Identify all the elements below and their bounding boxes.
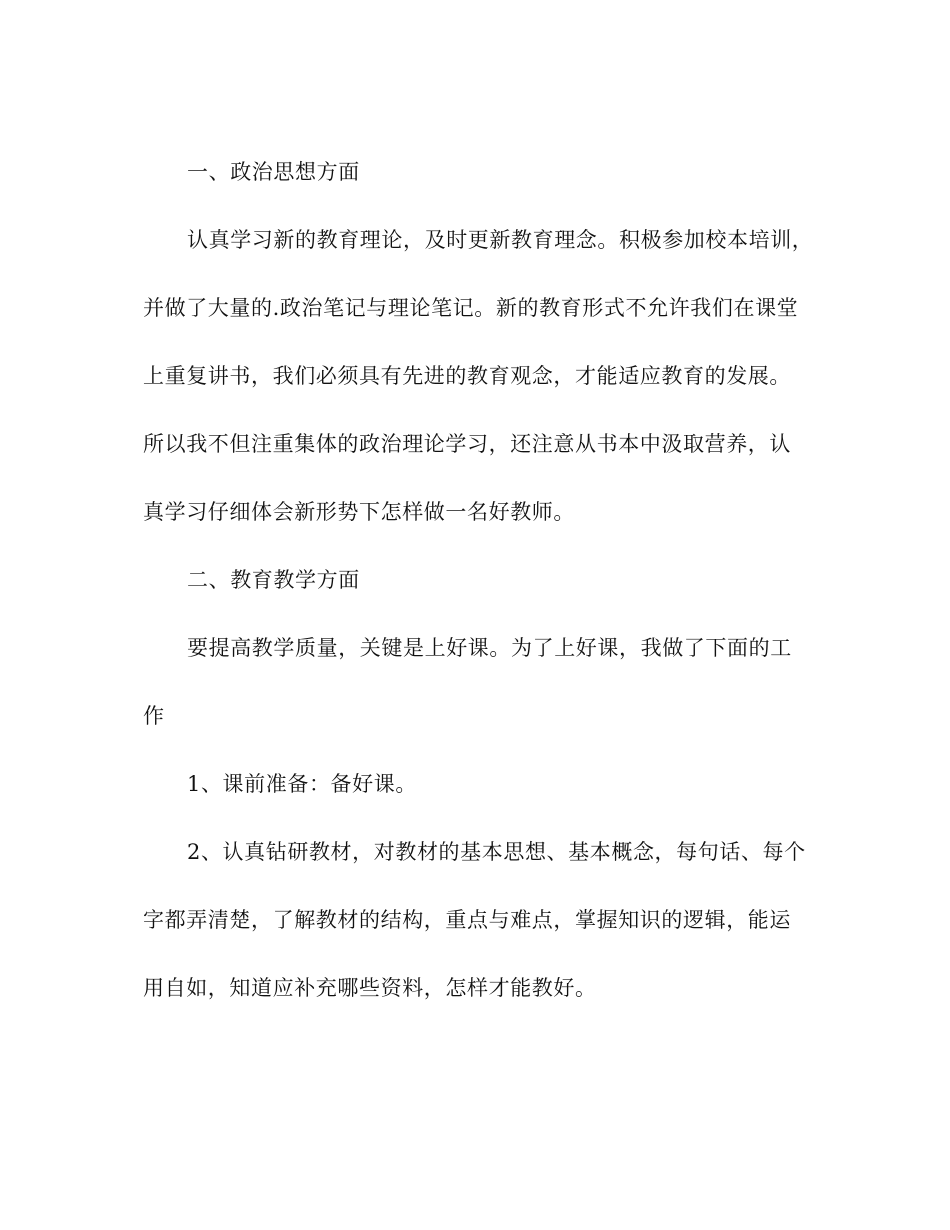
paragraph-line: 要提高教学质量，关键是上好课。为了上好课，我做了下面的工 [187,636,792,660]
section-heading-teaching: 二、教育教学方面 [187,568,360,592]
paragraph-line: 作 [143,704,165,728]
list-item-2: 2、认真钻研教材，对教材的基本思想、基本概念，每句话、每个 [187,840,806,864]
section-heading-politics: 一、政治思想方面 [187,160,360,184]
paragraph-line: 上重复讲书，我们必须具有先进的教育观念，才能适应教育的发展。 [143,364,791,388]
paragraph-line: 认真学习新的教育理论，及时更新教育理念。积极参加校本培训， [187,228,814,252]
list-item-1: 1、课前准备：备好课。 [187,772,417,796]
paragraph-line: 并做了大量的.政治笔记与理论笔记。新的教育形式不允许我们在课堂 [143,296,799,320]
paragraph-line: 用自如，知道应补充哪些资料，怎样才能教好。 [143,976,597,1000]
paragraph-line: 所以我不但注重集体的政治理论学习，还注意从书本中汲取营养，认 [143,432,791,456]
paragraph-line: 字都弄清楚，了解教材的结构，重点与难点，掌握知识的逻辑，能运 [143,908,791,932]
paragraph-line: 真学习仔细体会新形势下怎样做一名好教师。 [143,500,575,524]
